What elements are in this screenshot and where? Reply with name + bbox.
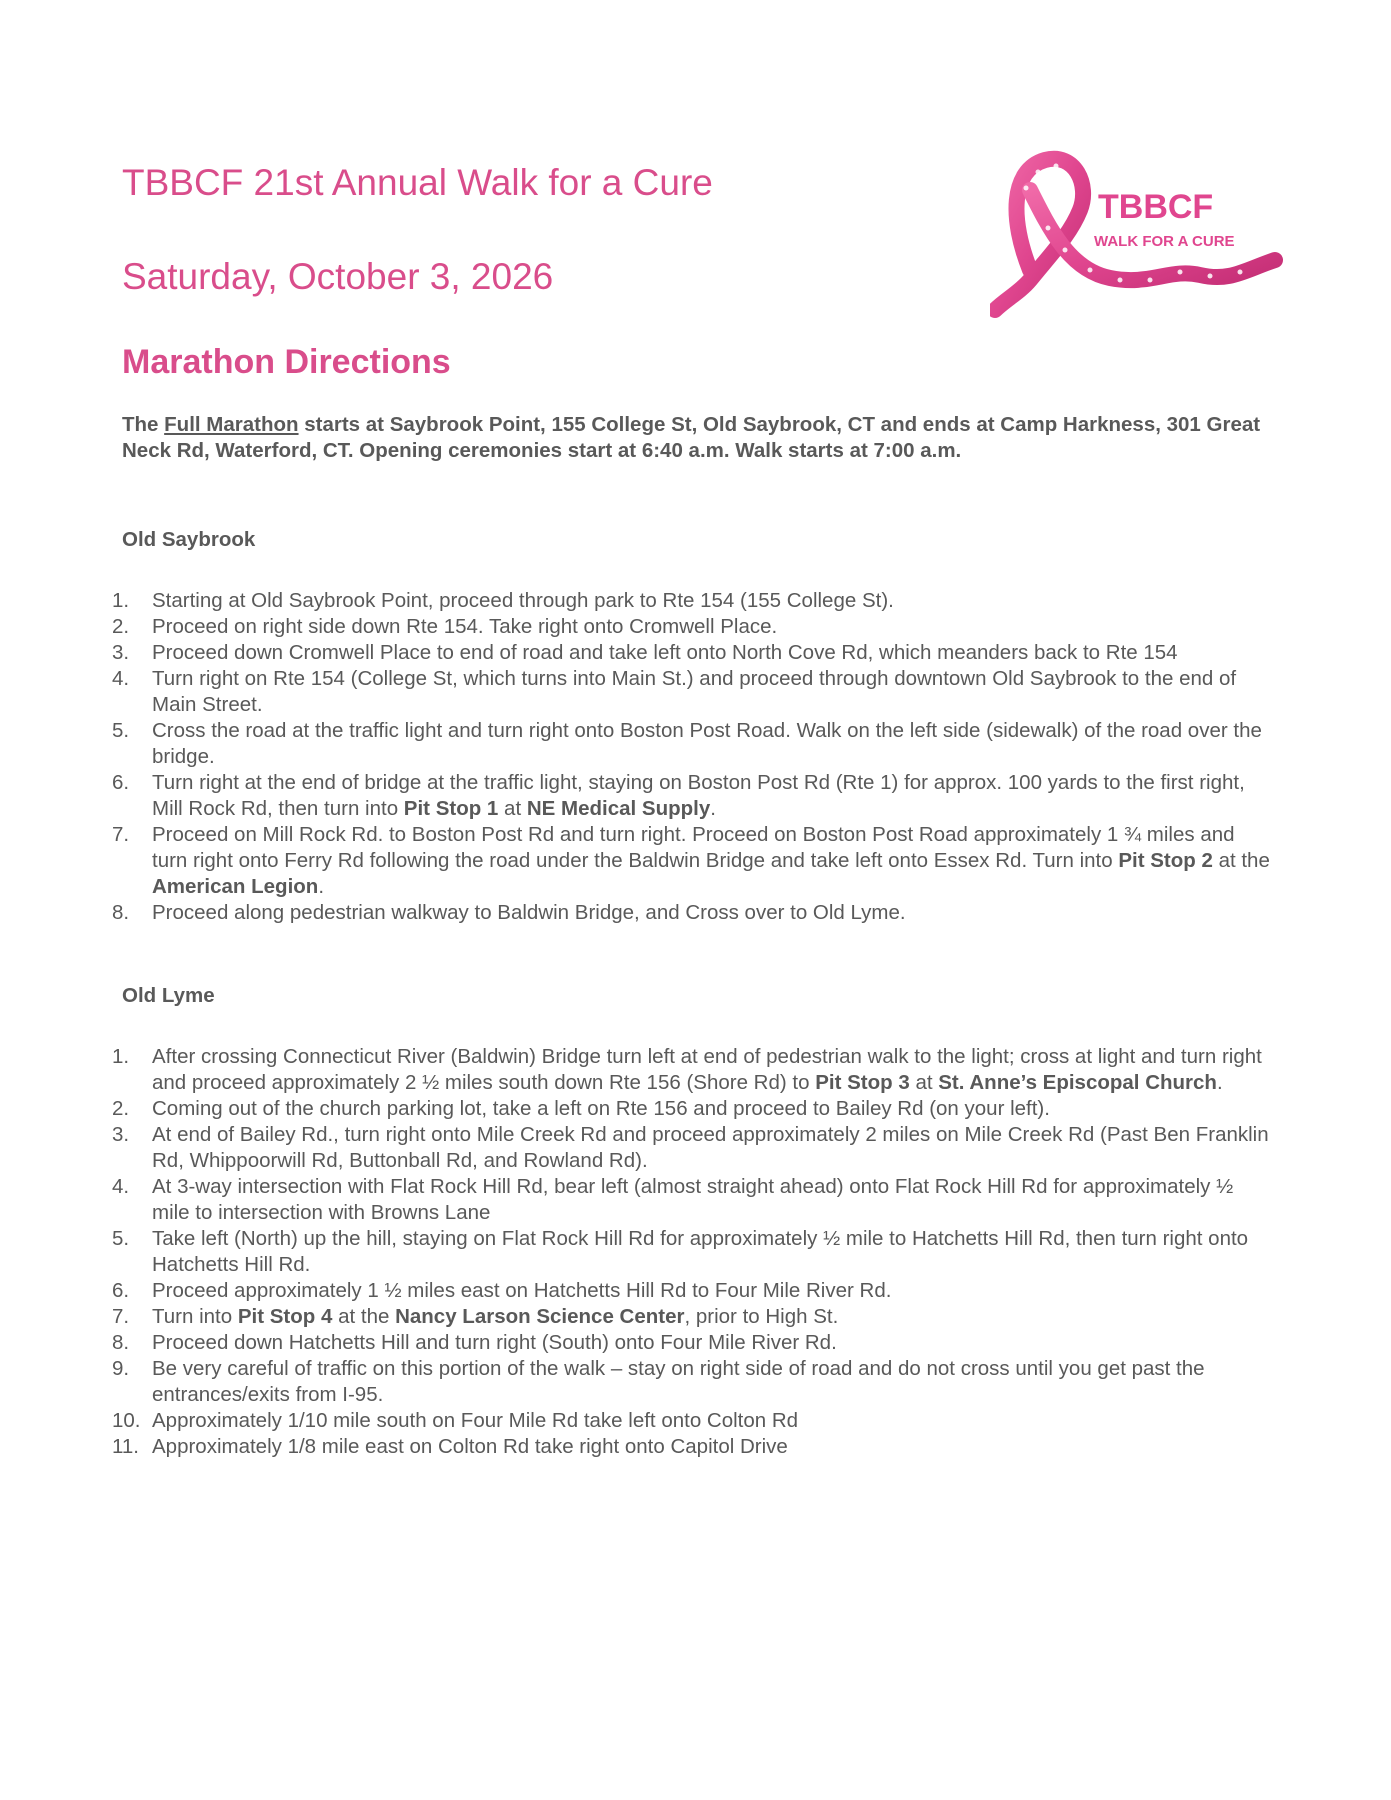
list-item bbox=[0, 718, 1270, 770]
step-number: 3. bbox=[112, 1123, 130, 1146]
list-item bbox=[0, 1330, 1270, 1356]
step-number: 3. bbox=[112, 641, 130, 664]
list-item bbox=[0, 822, 1270, 900]
step-text: Take left (North) up the hill, staying on Flat Rock Hill Rd for approximately ½ mile to Hatchetts Hill Rd, then turn right onto Hatchetts Hill Rd. bbox=[152, 1227, 1249, 1276]
list-item bbox=[0, 1226, 1270, 1278]
old-lyme-heading: Old Lyme bbox=[122, 984, 215, 1007]
step-number: 7. bbox=[112, 823, 130, 846]
list-item bbox=[0, 1122, 1270, 1174]
logo-tagline: WALK FOR A CURE bbox=[1094, 233, 1235, 250]
step-text: Proceed on right side down Rte 154. Take right onto Cromwell Place. bbox=[152, 615, 778, 638]
step-text: Approximately 1/8 mile east on Colton Rd take right onto Capitol Drive bbox=[152, 1435, 788, 1458]
step-highlight: St. Anne’s Episcopal Church bbox=[938, 1071, 1217, 1094]
intro-text: starts at Saybrook Point, 155 College St, Old Saybrook, CT and ends at Camp Harkness, 301 Great Neck Rd, Waterford, CT. Opening ceremonies start at 6:40 a.m. Walk starts at 7:00 a.m. bbox=[122, 413, 1261, 462]
tbbcf-ribbon-logo bbox=[990, 150, 1290, 320]
list-item bbox=[0, 770, 1270, 822]
step-text: at bbox=[498, 797, 527, 820]
step-text: . bbox=[1216, 1071, 1223, 1094]
step-number: 2. bbox=[112, 615, 130, 638]
step-text: Cross the road at the traffic light and turn right onto Boston Post Road. Walk on the left side (sidewalk) of the road over the bridge. bbox=[152, 719, 1262, 768]
list-item bbox=[0, 1174, 1270, 1226]
event-date: Saturday, October 3, 2026 bbox=[122, 256, 554, 297]
step-number: 8. bbox=[112, 1331, 130, 1354]
step-text: Turn into bbox=[152, 1305, 238, 1328]
step-text: . bbox=[318, 875, 325, 898]
step-text: Proceed down Hatchetts Hill and turn right (South) onto Four Mile River Rd. bbox=[152, 1331, 837, 1354]
document-title: TBBCF 21st Annual Walk for a Cure bbox=[122, 162, 713, 203]
list-item bbox=[0, 1304, 1270, 1330]
step-text: Proceed on Mill Rock Rd. to Boston Post Rd and turn right. Proceed on Boston Post Road approximately 1 ¾ miles and turn right onto Ferry Rd following the road under the Baldwin Bridge and take left onto Essex Rd. Turn into bbox=[152, 823, 1235, 872]
step-highlight: Nancy Larson Science Center bbox=[395, 1305, 685, 1328]
step-number: 6. bbox=[112, 1279, 130, 1302]
step-number: 10. bbox=[112, 1409, 141, 1432]
list-item bbox=[0, 1408, 1270, 1434]
step-text: Turn right on Rte 154 (College St, which turns into Main St.) and proceed through downtown Old Saybrook to the end of Main Street. bbox=[152, 667, 1237, 716]
list-item bbox=[0, 1434, 1270, 1460]
step-number: 2. bbox=[112, 1097, 130, 1120]
step-text: Turn right at the end of bridge at the traffic light, staying on Boston Post Rd (Rte 1) for approx. 100 yards to the first right, Mill Rock Rd, then turn into bbox=[152, 771, 1245, 820]
list-item bbox=[0, 1044, 1270, 1096]
intro-underlined: Full Marathon bbox=[164, 413, 299, 436]
step-number: 11. bbox=[112, 1435, 139, 1458]
step-highlight: Pit Stop 3 bbox=[815, 1071, 910, 1094]
step-number: 1. bbox=[112, 589, 130, 612]
old-lyme-steps bbox=[0, 1044, 1270, 1460]
list-item bbox=[0, 1356, 1270, 1408]
list-item bbox=[0, 1096, 1270, 1122]
step-text: After crossing Connecticut River (Baldwin) Bridge turn left at end of pedestrian walk to the light; cross at light and turn right and proceed approximately 2 ½ miles south down Rte 156 (Shore Rd) to bbox=[152, 1045, 1262, 1094]
list-item bbox=[0, 588, 1270, 614]
step-text: at the bbox=[1212, 849, 1270, 872]
step-number: 7. bbox=[112, 1305, 130, 1328]
step-highlight: Pit Stop 4 bbox=[237, 1305, 333, 1328]
step-number: 5. bbox=[112, 719, 130, 742]
step-number: 9. bbox=[112, 1357, 130, 1380]
step-number: 4. bbox=[112, 1175, 130, 1198]
step-text: . bbox=[710, 797, 716, 820]
step-number: 5. bbox=[112, 1227, 130, 1250]
step-text: Be very careful of traffic on this portion of the walk – stay on right side of road and do not cross until you get past the entrances/exits from I-95. bbox=[152, 1357, 1205, 1406]
step-number: 1. bbox=[112, 1045, 130, 1068]
step-number: 4. bbox=[112, 667, 130, 690]
step-highlight: American Legion bbox=[152, 875, 319, 898]
step-text: Proceed approximately 1 ½ miles east on Hatchetts Hill Rd to Four Mile River Rd. bbox=[152, 1279, 892, 1302]
list-item bbox=[0, 1278, 1270, 1304]
step-text: , prior to High St. bbox=[684, 1305, 839, 1328]
step-highlight: NE Medical Supply bbox=[526, 797, 711, 820]
list-item bbox=[0, 614, 1270, 640]
list-item bbox=[0, 666, 1270, 718]
step-highlight: Pit Stop 1 bbox=[403, 797, 499, 820]
step-text: At end of Bailey Rd., turn right onto Mile Creek Rd and proceed approximately 2 miles on Mile Creek Rd (Past Ben Franklin Rd, Whippoorwill Rd, Buttonball Rd, and Rowland Rd). bbox=[152, 1123, 1269, 1172]
section-title: Marathon Directions bbox=[122, 343, 451, 381]
list-item bbox=[0, 900, 1270, 926]
step-text: at the bbox=[332, 1305, 396, 1328]
step-text: Proceed down Cromwell Place to end of road and take left onto North Cove Rd, which meanders back to Rte 154 bbox=[152, 641, 1178, 664]
intro-prefix: The bbox=[122, 413, 165, 436]
step-text: Approximately 1/10 mile south on Four Mile Rd take left onto Colton Rd bbox=[152, 1409, 799, 1432]
logo-wordmark: TBBCF bbox=[1098, 188, 1214, 226]
step-number: 6. bbox=[112, 771, 130, 794]
step-text: Starting at Old Saybrook Point, proceed through park to Rte 154 (155 College St). bbox=[152, 589, 894, 612]
step-text: at bbox=[909, 1071, 939, 1094]
step-highlight: Pit Stop 2 bbox=[1118, 849, 1213, 872]
step-text: Coming out of the church parking lot, take a left on Rte 156 and proceed to Bailey Rd (on your left). bbox=[152, 1097, 1050, 1120]
list-item bbox=[0, 640, 1270, 666]
step-number: 8. bbox=[112, 901, 130, 924]
old-saybrook-steps bbox=[0, 588, 1270, 926]
intro-paragraph bbox=[122, 412, 1262, 464]
old-saybrook-heading: Old Saybrook bbox=[122, 528, 256, 551]
step-text: Proceed along pedestrian walkway to Baldwin Bridge, and Cross over to Old Lyme. bbox=[152, 901, 906, 924]
step-text: At 3-way intersection with Flat Rock Hill Rd, bear left (almost straight ahead) onto Flat Rock Hill Rd for approximately ½ mile to intersection with Browns Lane bbox=[152, 1175, 1234, 1224]
